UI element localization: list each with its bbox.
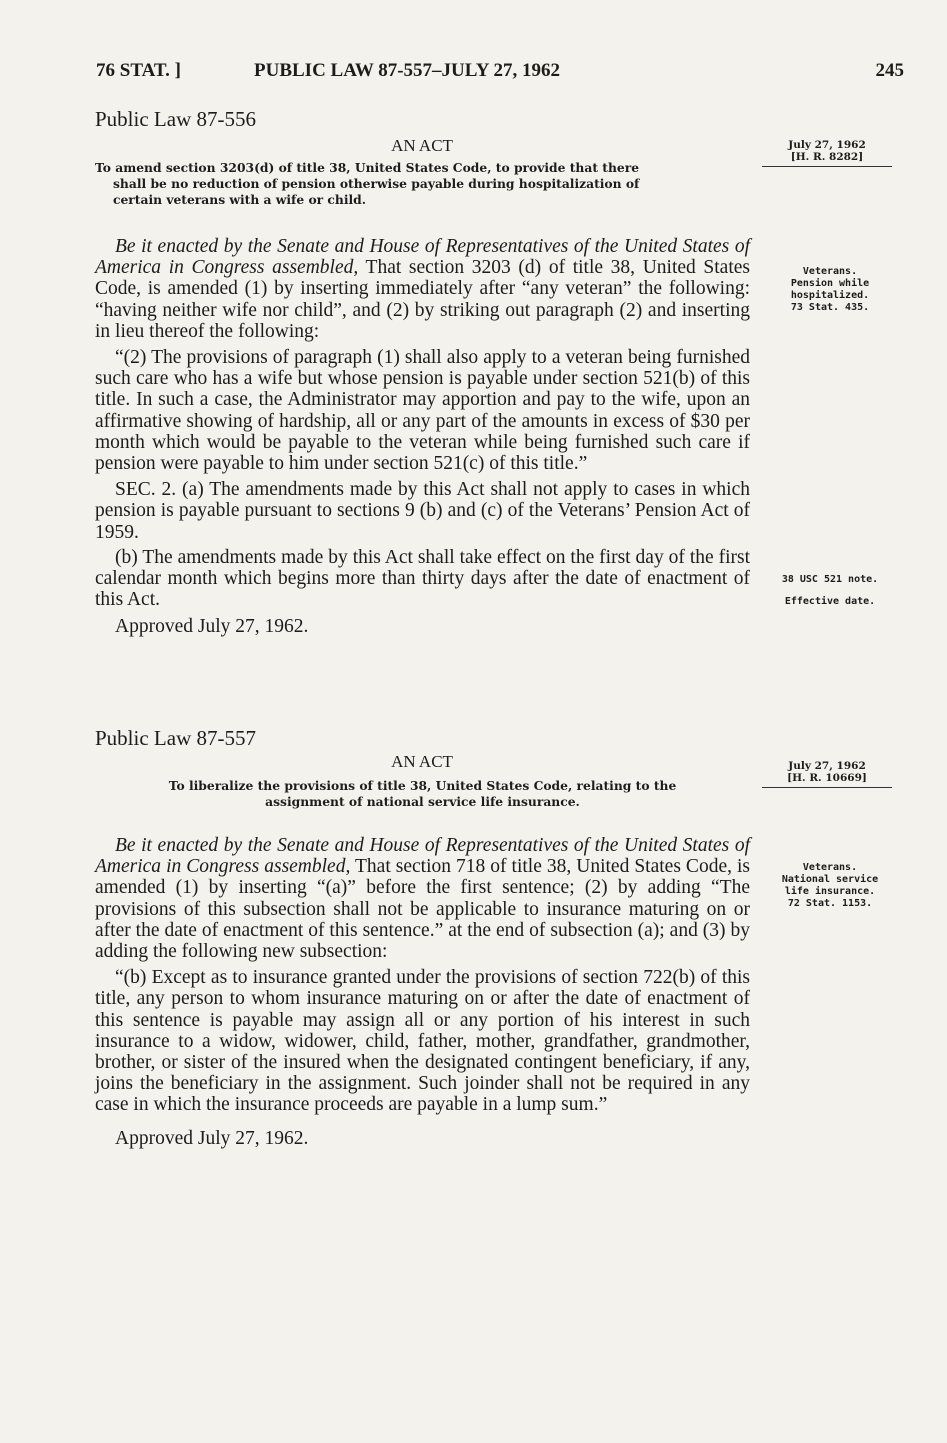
approval-date: Approved July 27, 1962. [115, 1127, 309, 1149]
paragraph-text: That section 718 of title 38, United States Code, is amended (1) by inserting “(a)” before the first sentence; (2) by adding “The provisions of this subsection shall not be applicable to insurance maturing on or after the date of enactment of this sentence.” at the end of subsection (a); and (3) by adding the following new subsection: [95, 856, 750, 963]
margin-note-veterans-pension [762, 266, 898, 314]
act-purpose [95, 778, 750, 810]
enacting-clause: Be it enacted by the Senate and House of Representatives of the United States of America in Congress assembled, [95, 835, 750, 878]
paragraph: (b) The amendments made by this Act shall take effect on the first day of the first calendar month which begins more than thirty days after the date of enactment of this Act. [95, 546, 750, 611]
purpose-line: assignment of national service life insurance. [265, 794, 580, 809]
an-act-heading: AN ACT [391, 752, 453, 771]
paragraph: SEC. 2. (a) The amendments made by this Act shall not apply to cases in which pension is payable pursuant to sections 9 (b) and (c) of the Veterans’ Pension Act of 1959. [95, 479, 750, 543]
margin-bill-number: [H. R. 10669] [787, 772, 867, 784]
margin-note-veterans-insurance [762, 862, 898, 910]
page-number: 245 [875, 60, 904, 81]
act-body [95, 236, 750, 638]
margin-note-line: life insurance. [784, 886, 876, 897]
margin-note-line: Effective date. [784, 596, 876, 607]
paragraph [95, 236, 750, 342]
law-title-87-556: Public Law 87-556 [95, 107, 256, 131]
paragraph: “(b) Except as to insurance granted under the provisions of section 722(b) of this title, any person to whom insurance maturing on or after the date of enactment of this sentence is payable may assign all or any portion of his interest in such insurance to a widow, widower, child, father, mother, grandfather, grandmother, brother, or sister of the insured when the designated contingent beneficiary, if any, joins the beneficiary in the assignment. Such joinder shall not be required in any case in which the insurance proceeds are payable in a lump sum.” [95, 967, 750, 1116]
running-title: PUBLIC LAW 87-557–JULY 27, 1962 [254, 60, 560, 81]
margin-note-line: Pension while [790, 278, 870, 289]
paragraph: “(2) The provisions of paragraph (1) shall also apply to a veteran being furnished such care who has a wife but whose pension is payable under section 521(b) of this title. In such a case, the Administrator may apportion and pay to the wife, upon an affirmative showing of hardship, all or any part of the amounts in excess of $30 per month which would be payable to the veteran while being furnished such care if pension were payable to him under section 521(c) of this title.” [95, 347, 750, 475]
margin-note-line: 38 USC 521 note. [781, 574, 879, 585]
margin-bill-reference [762, 760, 892, 788]
an-act-heading: AN ACT [391, 136, 453, 155]
approval-date: Approved July 27, 1962. [115, 616, 309, 638]
purpose-line: To liberalize the provisions of title 38, United States Code, relating to the [168, 778, 677, 793]
margin-bill-number: [H. R. 8282] [790, 151, 864, 163]
law-title-87-557: Public Law 87-557 [95, 726, 256, 750]
margin-note-line: 72 Stat. 1153. [787, 898, 873, 909]
paragraph-text: That section 3203 (d) of title 38, United States Code, is amended (1) by inserting immediately after “any veteran” the following: “having neither wife nor child”, and (2) by striking out paragraph (2) and inserting in lieu thereof the following: [95, 257, 750, 342]
margin-rule [762, 166, 892, 167]
paragraph [95, 835, 750, 962]
bleed-through-ghost [560, 110, 760, 130]
margin-note-line: hospitalized. [790, 290, 870, 301]
margin-date: July 27, 1962 [788, 760, 866, 772]
margin-note-line: Veterans. [802, 266, 858, 277]
margin-date: July 27, 1962 [788, 139, 866, 151]
margin-note-line: Veterans. [802, 862, 858, 873]
margin-note-line: 73 Stat. 435. [790, 302, 870, 313]
purpose-line: certain veterans with a wife or child. [113, 192, 367, 207]
purpose-line: To amend section 3203(d) of title 38, United States Code, to provide that there [95, 160, 640, 175]
purpose-line: shall be no reduction of pension otherwise payable during hospitalization of [113, 176, 640, 191]
volume-reference: 76 STAT. ] [96, 60, 181, 81]
margin-note-effective-date [762, 574, 898, 608]
act-body [95, 835, 750, 1149]
margin-bill-reference [762, 139, 892, 167]
margin-note-line: National service [781, 874, 879, 885]
enacting-clause: Be it enacted by the Senate and House of Representatives of the United States of America in Congress assembled, [95, 236, 750, 279]
margin-rule [762, 787, 892, 788]
act-purpose [95, 160, 750, 208]
